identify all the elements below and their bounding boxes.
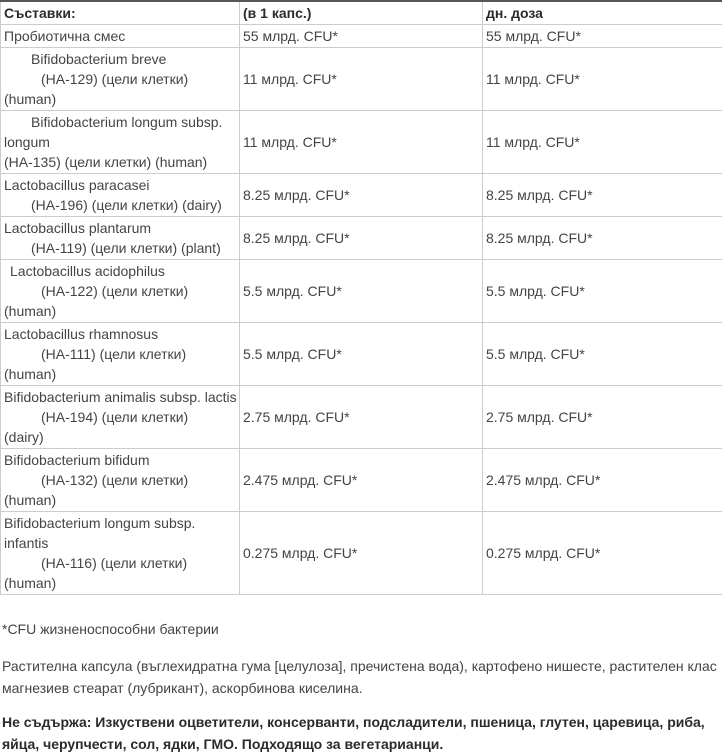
col-header-ingredients: Съставки: xyxy=(1,1,240,25)
cfu-footnote: *CFU жизненоспособни бактерии xyxy=(2,619,722,640)
daily-dose-value: 0.275 млрд. CFU* xyxy=(483,512,722,595)
table-row xyxy=(1,449,722,512)
per-capsule-value: 5.5 млрд. CFU* xyxy=(240,260,483,323)
ingredient-name-line: Lactobacillus paracasei xyxy=(4,175,236,195)
ingredient-name-line: longum xyxy=(4,132,236,152)
table-row xyxy=(1,323,722,386)
table-row xyxy=(1,25,722,48)
ingredient-name-line: Bifidobacterium longum subsp. xyxy=(4,513,236,533)
table-row xyxy=(1,386,722,449)
ingredient-name-cell xyxy=(1,323,240,386)
ingredient-name-line: Bifidobacterium breve xyxy=(4,49,236,69)
ingredient-name-line: (HA-132) (цели клетки) xyxy=(4,470,236,490)
col-header-daily-dose: дн. доза xyxy=(483,1,722,25)
ingredient-name-line: (HA-196) (цели клетки) (dairy) xyxy=(4,195,236,215)
table-row xyxy=(1,174,722,217)
table-row xyxy=(1,111,722,174)
per-capsule-value: 0.275 млрд. CFU* xyxy=(240,512,483,595)
ingredient-name-line: (dairy) xyxy=(4,427,236,447)
table-row xyxy=(1,217,722,260)
col-header-per-capsule: (в 1 капс.) xyxy=(240,1,483,25)
ingredient-name-line: (human) xyxy=(4,364,236,384)
ingredient-name-line: Lactobacillus rhamnosus xyxy=(4,324,236,344)
ingredient-name-line: (HA-122) (цели клетки) xyxy=(4,281,236,301)
ingredient-name-line: (HA-111) (цели клетки) xyxy=(4,344,236,364)
table-row xyxy=(1,512,722,595)
per-capsule-value: 2.475 млрд. CFU* xyxy=(240,449,483,512)
ingredient-name-line: (human) xyxy=(4,89,236,109)
daily-dose-value: 5.5 млрд. CFU* xyxy=(483,260,722,323)
daily-dose-value: 11 млрд. CFU* xyxy=(483,111,722,174)
daily-dose-value: 8.25 млрд. CFU* xyxy=(483,217,722,260)
ingredient-name-line: Bifidobacterium bifidum xyxy=(4,450,236,470)
ingredient-name-cell xyxy=(1,217,240,260)
per-capsule-value: 2.75 млрд. CFU* xyxy=(240,386,483,449)
ingredient-name-cell xyxy=(1,386,240,449)
ingredient-name-line: (human) xyxy=(4,301,236,321)
daily-dose-value: 2.75 млрд. CFU* xyxy=(483,386,722,449)
table-row xyxy=(1,48,722,111)
ingredient-name-line: Lactobacillus acidophilus xyxy=(4,261,236,281)
per-capsule-value: 8.25 млрд. CFU* xyxy=(240,217,483,260)
ingredient-name-cell xyxy=(1,111,240,174)
daily-dose-value: 11 млрд. CFU* xyxy=(483,48,722,111)
ingredient-name-cell xyxy=(1,48,240,111)
ingredient-name-line: (HA-116) (цели клетки) xyxy=(4,553,236,573)
per-capsule-value: 8.25 млрд. CFU* xyxy=(240,174,483,217)
daily-dose-value: 2.475 млрд. CFU* xyxy=(483,449,722,512)
ingredient-name-cell xyxy=(1,25,240,48)
ingredient-name-line: (HA-135) (цели клетки) (human) xyxy=(4,152,236,172)
per-capsule-value: 11 млрд. CFU* xyxy=(240,111,483,174)
daily-dose-value: 5.5 млрд. CFU* xyxy=(483,323,722,386)
ingredient-name-line: Lactobacillus plantarum xyxy=(4,218,236,238)
per-capsule-value: 55 млрд. CFU* xyxy=(240,25,483,48)
ingredient-name-line: Bifidobacterium animalis subsp. lactis xyxy=(4,387,236,407)
ingredient-name-cell xyxy=(1,512,240,595)
ingredient-name-line: Bifidobacterium longum subsp. xyxy=(4,112,236,132)
ingredient-name-line: Пробиотична смес xyxy=(4,26,236,46)
daily-dose-value: 55 млрд. CFU* xyxy=(483,25,722,48)
ingredient-name-cell xyxy=(1,449,240,512)
ingredient-name-cell xyxy=(1,174,240,217)
allergen-free-text: Не съдържа: Изкуствени оцветители, консерванти, подсладители, пшеница, глутен, царевица, риба, яйца, черупчести, сол, ядки, ГМО. Подходящо за вегетарианци. xyxy=(2,711,722,755)
table-row xyxy=(1,260,722,323)
ingredient-name-line: (HA-129) (цели клетки) xyxy=(4,69,236,89)
per-capsule-value: 11 млрд. CFU* xyxy=(240,48,483,111)
ingredient-name-line: (human) xyxy=(4,573,236,593)
ingredient-name-line: (HA-194) (цели клетки) xyxy=(4,407,236,427)
ingredient-name-line: infantis xyxy=(4,533,236,553)
ingredient-name-line: (human) xyxy=(4,490,236,510)
other-ingredients-text: Растителна капсула (въглехидратна гума [целулоза], пречистена вода), картофено нишесте, растителен клас магнезиев стеарат (лубрикант), аскорбинова киселина. xyxy=(2,655,722,699)
header-row xyxy=(1,1,722,25)
ingredient-name-line: (HA-119) (цели клетки) (plant) xyxy=(4,238,236,258)
ingredient-name-cell xyxy=(1,260,240,323)
per-capsule-value: 5.5 млрд. CFU* xyxy=(240,323,483,386)
daily-dose-value: 8.25 млрд. CFU* xyxy=(483,174,722,217)
